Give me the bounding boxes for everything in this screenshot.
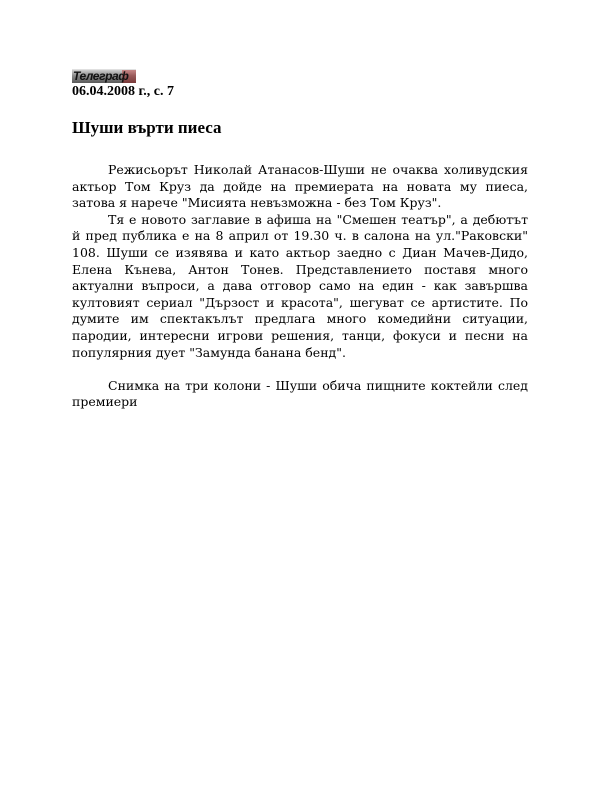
article-title: Шуши върти пиеса [72,118,222,137]
newspaper-logo [72,69,136,83]
article-paragraph: Тя е новото заглавие в афиша на "Смешен театър", а дебютът й пред публика е на 8 април от 19.30 ч. в салона на ул."Раковски" 108. Шуши се изявява и като актьор заедно с Диан Мачев-Дидо, Елена Кънева, Антон Тонев. Представлението поставя много актуални въпроси, а дава отговор само на един - как завършва култовият сериал "Дързост и красота", шегуват се артистите. По думите им спектакълът предлага много комедийни ситуации, пародии, интересни игрови решения, танци, фокуси и песни на популярния дует "Замунда банана бенд". [72,211,528,360]
article-paragraph: Режисьорът Николай Атанасов-Шуши не очаква холивудския актьор Том Круз да дойде на премиерата на новата му пиеса, затова я нарече "Мисията невъзможна - без Том Круз". [72,162,528,211]
photo-caption: Снимка на три колони - Шуши обича пищните коктейли след премиери [72,377,528,410]
newspaper-logo-text: Телеграф [73,69,129,83]
article-body [72,162,528,411]
publication-date-page: 06.04.2008 г., с. 7 [72,84,174,99]
